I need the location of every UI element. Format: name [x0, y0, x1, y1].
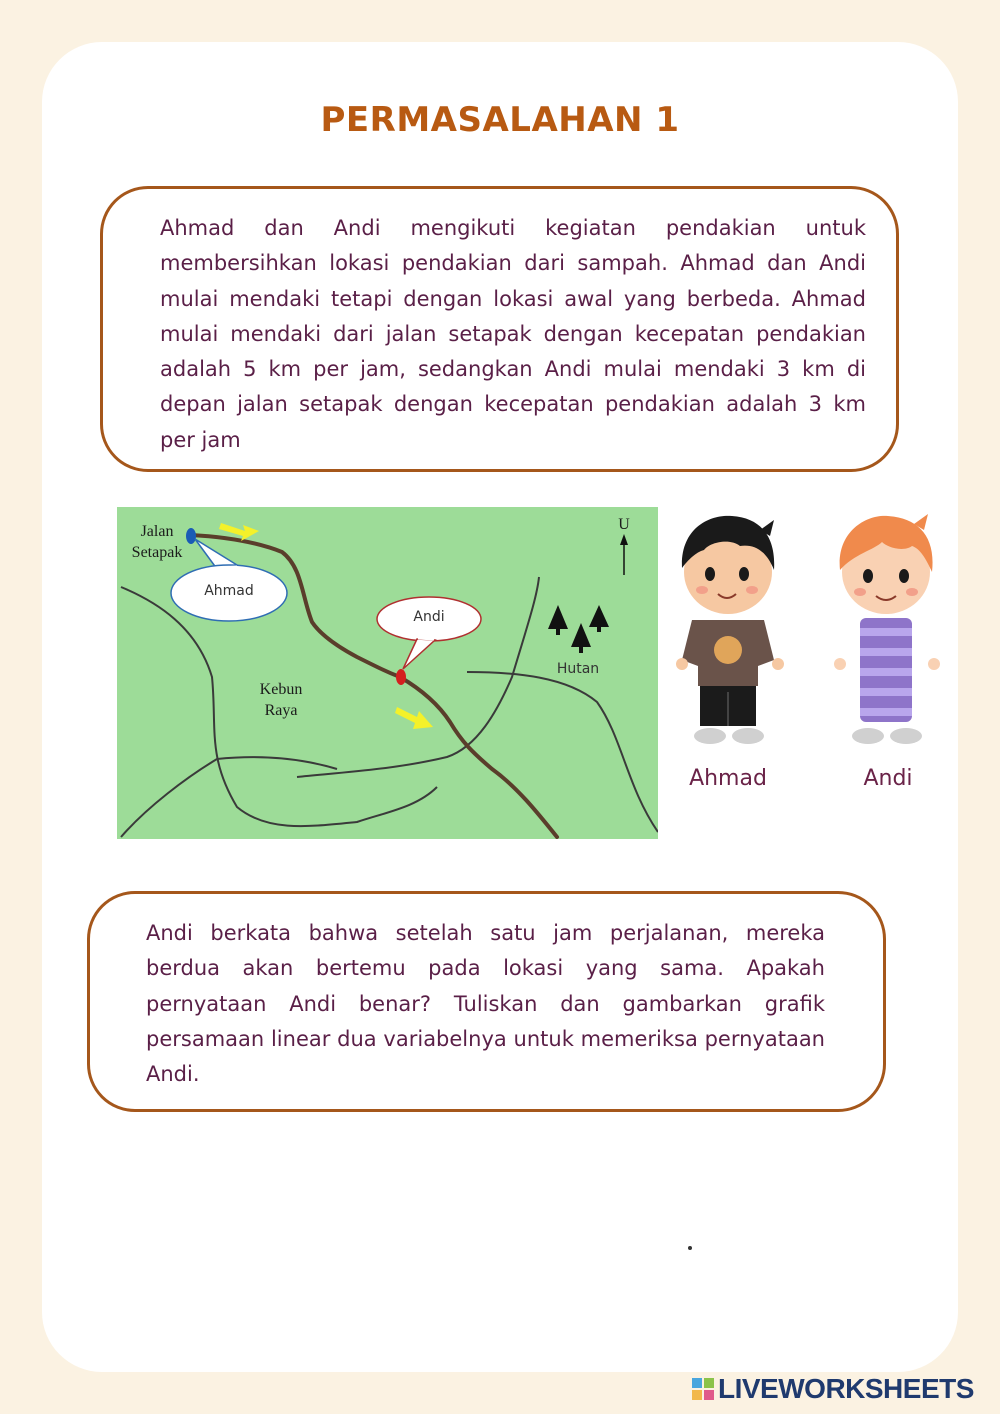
problem-text: Ahmad dan Andi mengikuti kegiatan pendakian untuk membersihkan lokasi pendakian dari sampah. Ahmad dan Andi mulai mendaki tetapi dengan lokasi awal yang berbeda. Ahmad mulai mendaki dari jalan setapak dengan kecepatan pendakian adalah 5 km per jam, sedangkan Andi mulai mendaki 3 km di depan jalan setapak dengan kecepatan pendakian adalah 3 km per jam	[160, 216, 866, 452]
stray-dot	[688, 1246, 692, 1250]
north-label: U	[618, 516, 630, 533]
start-label	[119, 521, 195, 563]
brand-text: LIVEWORKSHEETS	[718, 1373, 974, 1404]
garden-label-line1: Kebun	[259, 681, 303, 698]
ahmad-name: Ahmad	[689, 766, 767, 791]
hiking-map	[117, 507, 658, 839]
brand-logo-icon	[692, 1378, 714, 1400]
ahmad-bubble-label: Ahmad	[204, 583, 254, 599]
start-label-line1: Jalan	[140, 523, 174, 540]
question-box	[87, 891, 886, 1112]
problem-box	[100, 186, 899, 472]
question-text: Andi berkata bahwa setelah satu jam perjalanan, mereka berdua akan bertemu pada lokasi yang sama. Apakah pernyataan Andi benar? Tuliskan dan gambarkan grafik persamaan linear dua variabelnya untuk memeriksa pernyataan Andi.	[146, 921, 825, 1087]
start-label-line2: Setapak	[131, 544, 183, 561]
garden-label	[241, 679, 321, 721]
andi-illustration	[826, 510, 946, 750]
garden-label-line2: Raya	[264, 702, 298, 719]
ahmad-illustration	[670, 510, 790, 750]
page-title: PERMASALAHAN 1	[320, 100, 680, 140]
andi-bubble-label: Andi	[413, 609, 445, 625]
forest-label: Hutan	[556, 661, 600, 677]
andi-name: Andi	[863, 766, 913, 791]
liveworksheets-brand	[692, 1373, 974, 1404]
